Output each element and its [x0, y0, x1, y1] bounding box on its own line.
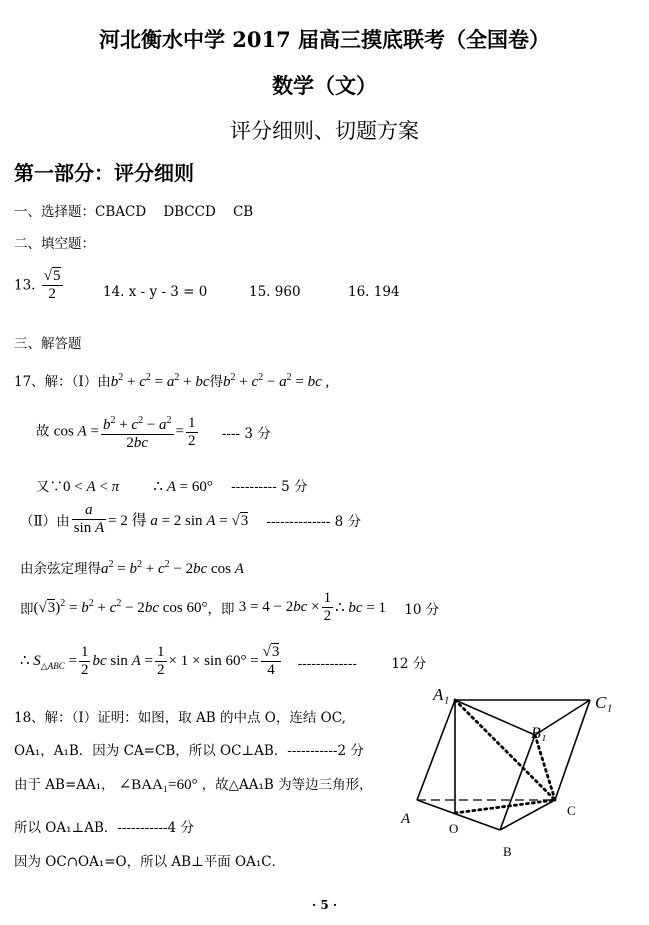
- q18-line3: [14, 773, 373, 794]
- q17-score10: 10 分: [404, 601, 440, 618]
- q14-answer: 14. x - y - 3 = 0: [103, 284, 208, 300]
- q17-cosine-law: 由余弦定理得: [20, 561, 101, 577]
- q18-line5: 因为 OC∩OA₁=O，所以 AB⊥平面 OA₁C．: [14, 854, 286, 870]
- label-c: C: [567, 803, 576, 818]
- q17-line6: 即$(√3)^2 = b^2 + c^2 - 2bc$ cos 60°，即 3 = 4 − 2bc × $\frac{1}{2}$ ∴ bc = 1 10 分: [20, 590, 440, 624]
- edge-ab: [417, 800, 500, 830]
- label-c1: C₁: [595, 693, 613, 712]
- edge-oc: [455, 800, 555, 813]
- label-b: B: [503, 844, 512, 859]
- subject-title: 数学（文）: [272, 73, 377, 98]
- q17-score3: ---- 3 分: [221, 426, 271, 442]
- q18-line2: OA₁，A₁B．因为 CA=CB，所以 OC⊥AB．-----------2 分: [14, 743, 364, 759]
- q17-score8: -------------- 8 分: [266, 513, 362, 530]
- q16-answer: 16. 194: [348, 284, 400, 300]
- edge-a1c: [455, 700, 555, 800]
- q17-line4: （Ⅱ）由 $\frac{a}{\text{sin A}}$ = 2 得 a = 2 sin A = √3 -------------- 8 分: [20, 502, 362, 536]
- page-title: 河北衡水中学 2017 届高三摸底联考（全国卷）: [98, 27, 551, 52]
- edge-b1b: [500, 735, 535, 830]
- q18-line1: 18、解：（Ⅰ）证明：如图，取 AB 的中点 O，连结 OC,: [14, 710, 346, 726]
- q17-line2: 故 cos A = $\frac{b^2 + c^2 - a^2}{2bc}$ = $\frac{1}{2}$ ---- 3 分: [36, 412, 271, 452]
- label-b1: B₁: [531, 725, 547, 742]
- choice-answers-row: [14, 200, 253, 220]
- q17-score5: ---------- 5 分: [231, 479, 308, 495]
- section-title: 第一部分：评分细则: [14, 161, 194, 185]
- doc-type-heading: 评分细则、切题方案: [230, 119, 419, 143]
- q17-line1: 17、解：（Ⅰ）由$b^2 + c^2 = a^2$ + bc得$b^2 + c^2 - a^2$ = bc ,: [14, 372, 330, 390]
- q18-line3c: ，故△AA₁B 为等边三角形，: [201, 777, 373, 793]
- q17-line5: 由余弦定理得$a^2 = b^2 + c^2 - 2bc$ cos A: [20, 559, 244, 577]
- label-o: O: [449, 821, 459, 836]
- solve-label: 三、解答题: [14, 336, 82, 352]
- edge-a1a: [417, 700, 455, 800]
- fill-label: 二、填空题：: [14, 236, 95, 252]
- q15-answer: 15. 960: [249, 284, 301, 300]
- q18-line4: 所以 OA₁⊥AB．-----------4 分: [14, 820, 194, 836]
- q17-de: 得: [209, 374, 224, 390]
- fill-answers-row: [14, 268, 65, 303]
- q18-line3a: 由于 AB=AA₁，: [14, 777, 115, 793]
- prism-figure: [395, 680, 635, 865]
- label-a: A: [401, 811, 411, 827]
- choice-label: 一、选择题：: [14, 204, 95, 220]
- q17-part2: （Ⅱ）由: [20, 513, 70, 530]
- q17-score12: ------------- 12 分: [297, 655, 427, 672]
- q13-fraction: $\frac{√5}{2}$: [43, 268, 61, 302]
- q17-you: 又∵: [36, 479, 63, 495]
- edge-c1c: [555, 700, 590, 800]
- choice-answers: CBACD DBCCD CB: [95, 204, 254, 220]
- q17-line7: ∴ $S_{\triangle ABC}$ = $\frac{1}{2}$ bc sin A = $\frac{1}{2}$ × 1 × sin 60° = $\frac{√3}{4}$ ------------- 12 分: [20, 644, 427, 678]
- q17-ji: 即: [20, 601, 34, 618]
- q13-number: 13.: [14, 277, 36, 294]
- page-number: · 5 ·: [311, 898, 338, 912]
- q17-intro: 17、解：（Ⅰ）由: [14, 374, 111, 390]
- q17-gu: 故: [36, 423, 50, 440]
- q17-line3: 又∵0 < A < π ∴ A = 60° ---------- 5 分: [36, 479, 308, 495]
- label-a1: A₁: [433, 685, 450, 704]
- q18-angle: ∠BAA₁=60°: [118, 777, 198, 793]
- edge-a1b1: [455, 700, 535, 735]
